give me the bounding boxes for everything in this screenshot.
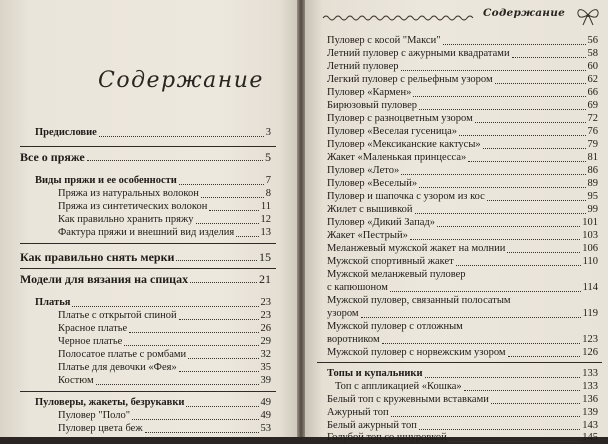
dot-leader	[491, 403, 580, 404]
toc-entry	[58, 189, 271, 200]
bow-icon	[575, 6, 601, 26]
toc-entry-text: Ажурный топ	[327, 407, 389, 418]
toc-entry-page: 39	[260, 375, 271, 386]
section-divider	[317, 362, 602, 363]
toc-section	[20, 251, 271, 263]
toc-entry-page: 12	[260, 214, 271, 225]
toc-entry	[58, 350, 271, 361]
toc-entry-text: Белый ажурный топ	[327, 420, 417, 431]
toc-entry	[58, 228, 271, 239]
toc-entry-text: Фактура пряжи и внешний вид изделия	[58, 227, 235, 238]
toc-entry	[327, 140, 598, 151]
toc-entry-page: 53	[260, 423, 271, 434]
toc-entry-text: Как правильно хранить пряжу	[58, 214, 194, 225]
dot-leader	[425, 377, 581, 378]
toc-entry	[327, 309, 598, 320]
toc-entry-text: Бирюзовый пуловер	[327, 100, 418, 111]
toc-entry-page: 126	[582, 347, 598, 358]
toc-section-text: Как правильно снять мерки	[20, 250, 175, 264]
dot-leader	[507, 252, 580, 253]
toc-entry-text: Мужской меланжевый пуловер	[327, 269, 466, 280]
toc-entry-page: 99	[587, 204, 598, 215]
page-title: Содержание	[98, 68, 264, 93]
toc-entry	[327, 101, 598, 112]
toc-subsection	[35, 298, 271, 309]
toc-entry	[327, 283, 598, 294]
toc-entry-text: Пуловер "Поло"	[58, 410, 131, 421]
toc-entry-text: Пуловер «Дикий Запад»	[327, 217, 435, 228]
toc-entry	[327, 153, 598, 164]
toc-section-page: 15	[259, 250, 271, 264]
toc-entry	[327, 114, 598, 125]
toc-entry	[58, 411, 271, 422]
dot-leader	[96, 384, 259, 385]
toc-entry-page: 35	[260, 362, 271, 373]
toc-entry	[327, 335, 598, 346]
toc-entry-page: 79	[587, 139, 598, 150]
dot-leader	[468, 161, 585, 162]
section-divider	[20, 268, 276, 269]
toc-entry	[327, 218, 598, 229]
toc-entry-page: 143	[582, 420, 598, 431]
toc-entry	[58, 202, 271, 213]
dot-leader	[419, 187, 585, 188]
toc-entry-page: 58	[587, 48, 598, 59]
toc-entry	[327, 231, 598, 242]
dot-leader	[145, 432, 259, 433]
dot-leader	[419, 109, 585, 110]
toc-entry-text: Топ с аппликацией «Кошка»	[335, 381, 462, 392]
toc-entry-page: 110	[582, 256, 598, 267]
toc-entry	[58, 363, 271, 374]
dot-leader	[413, 96, 585, 97]
toc-entry	[327, 257, 598, 268]
toc-entry-text: Платье с открытой спиной	[58, 310, 177, 321]
section-divider	[20, 243, 276, 244]
toc-entry	[327, 205, 598, 216]
toc-subsection-text: Виды пряжи и ее особенности	[35, 175, 177, 186]
toc-entry	[327, 75, 598, 86]
toc-entry	[58, 311, 271, 322]
toc-entry-text: Пуловер с косой "Макси"	[327, 35, 441, 46]
toc-entry	[35, 128, 271, 139]
dot-leader	[382, 343, 581, 344]
dot-leader	[176, 260, 257, 261]
toc-entry-page: 49	[260, 410, 271, 421]
toc-entry-text: с капюшоном	[327, 282, 388, 293]
dot-leader	[186, 406, 258, 407]
section-divider	[20, 391, 276, 392]
toc-entry-text: Пуловер «Веселая гусеница»	[327, 126, 458, 137]
toc-entry-page: 133	[582, 381, 598, 392]
toc-entry	[327, 296, 598, 307]
toc-entry-text: узором	[327, 308, 359, 319]
dot-leader	[464, 390, 581, 391]
dot-leader	[179, 371, 259, 372]
toc-entry-page: 26	[260, 323, 271, 334]
toc-entry-page: 76	[587, 126, 598, 137]
toc-section-page: 21	[259, 272, 271, 286]
dot-leader	[391, 416, 581, 417]
dot-leader	[449, 441, 580, 442]
toc-entry-text: Жакет «Маленькая принцесса»	[327, 152, 467, 163]
toc-subsection-text: Топы и купальники	[327, 368, 423, 379]
toc-entry-page: 139	[582, 407, 598, 418]
dot-leader	[361, 317, 581, 318]
toc-entry-page: 62	[587, 74, 598, 85]
dot-leader	[487, 200, 586, 201]
dot-leader	[475, 122, 586, 123]
toc-entry	[327, 348, 598, 359]
toc-entry-text: Черное платье	[58, 336, 123, 347]
toc-entry-page: 95	[587, 191, 598, 202]
toc-section-text: Все о пряже	[20, 150, 85, 164]
toc-entry-text: Мужской пуловер, связанный полосатым	[327, 295, 511, 306]
toc-entry-text: Меланжевый мужской жакет на молнии	[327, 243, 506, 254]
toc-entry-text: воротником	[327, 334, 380, 345]
toc-entry-page: 32	[260, 349, 271, 360]
dot-leader	[512, 57, 586, 58]
toc-entry	[335, 382, 598, 393]
toc-entry-text: Пуловер с разноцветным узором	[327, 113, 473, 124]
toc-entry-page: 60	[587, 61, 598, 72]
dot-leader	[209, 210, 259, 211]
toc-entry-page: 69	[587, 100, 598, 111]
section-divider	[20, 146, 276, 147]
toc-entry-page: 136	[582, 394, 598, 405]
toc-section-page: 5	[265, 150, 271, 164]
toc-entry-text: Мужской пуловер с отложным	[327, 321, 463, 332]
toc-entry-text: Пуловер «Кармен»	[327, 87, 412, 98]
toc-entry	[327, 270, 598, 281]
toc-entry-page: 114	[582, 282, 598, 293]
toc-entry-page: 145	[582, 432, 598, 443]
toc-entry-page: 13	[260, 227, 271, 238]
toc-entry	[327, 421, 598, 432]
dot-leader	[443, 44, 586, 45]
dot-leader	[401, 174, 585, 175]
dot-leader	[410, 239, 580, 240]
toc-entry	[327, 166, 598, 177]
toc-entry	[58, 376, 271, 387]
toc-entry-page: 23	[260, 310, 271, 321]
toc-entry-page: 101	[582, 217, 598, 228]
toc-entry	[327, 322, 598, 333]
toc-entry-text: Пуловер «Веселый»	[327, 178, 418, 189]
dot-leader	[437, 226, 580, 227]
toc-entry-text: Пуловер цвета беж	[58, 423, 143, 434]
toc-section-text: Модели для вязания на спицах	[20, 272, 189, 286]
dot-leader	[129, 332, 258, 333]
toc-entry	[58, 215, 271, 226]
book-gutter	[297, 0, 305, 437]
dot-leader	[196, 223, 259, 224]
toc-entry-text: Платье для девочки «Фея»	[58, 362, 177, 373]
left-page	[0, 0, 297, 437]
dot-leader	[87, 160, 263, 161]
toc-section	[20, 273, 271, 285]
dot-leader	[179, 319, 259, 320]
toc-entry-text: Красное платье	[58, 323, 128, 334]
toc-entry	[327, 179, 598, 190]
toc-entry	[327, 49, 598, 60]
dot-leader	[419, 429, 580, 430]
toc-entry-page: 3	[265, 127, 271, 138]
dot-leader	[188, 358, 258, 359]
toc-entry-text: Костюм	[58, 375, 94, 386]
running-header-title: Содержание	[483, 7, 566, 19]
dot-leader	[190, 282, 257, 283]
toc-entry-text: Жакет «Пестрый»	[327, 230, 408, 241]
toc-entry-text: Пуловер и шапочка с узором из кос	[327, 191, 485, 202]
toc-entry-text: Пряжа из натуральных волокон	[58, 188, 199, 199]
toc-entry-text: Летний пуловер с ажурными квадратами	[327, 48, 510, 59]
toc-entry	[327, 433, 598, 444]
toc-entry	[327, 395, 598, 406]
toc-entry	[327, 408, 598, 419]
toc-subsection-page: 7	[265, 175, 271, 186]
dot-leader	[483, 148, 586, 149]
dot-leader	[508, 356, 581, 357]
toc-entry-page: 123	[582, 334, 598, 345]
toc-entry-page: 72	[587, 113, 598, 124]
toc-subsection	[35, 176, 271, 187]
toc-subsection-text: Пуловеры, жакеты, безрукавки	[35, 397, 185, 408]
toc-entry	[327, 62, 598, 73]
dot-leader	[201, 197, 264, 198]
toc-entry-text: Пуловер «Лето»	[327, 165, 400, 176]
running-header	[323, 4, 605, 26]
toc-entry	[58, 424, 271, 435]
toc-entry-text: Голубой топ со шнуровкой	[327, 432, 447, 443]
dot-leader	[99, 136, 264, 137]
toc-entry-page: 103	[582, 230, 598, 241]
toc-entry-page: 119	[582, 308, 598, 319]
toc-section	[20, 151, 271, 163]
dot-leader	[401, 70, 586, 71]
toc-entry-page: 29	[260, 336, 271, 347]
wave-ornament-icon	[323, 14, 473, 22]
dot-leader	[72, 306, 258, 307]
toc-subsection-page: 133	[582, 368, 598, 379]
toc-entry	[327, 244, 598, 255]
toc-entry-page: 66	[587, 87, 598, 98]
toc-entry-page: 81	[587, 152, 598, 163]
dot-leader	[179, 184, 264, 185]
toc-entry	[327, 36, 598, 47]
toc-entry-page: 86	[587, 165, 598, 176]
toc-entry-page: 56	[587, 35, 598, 46]
toc-entry	[58, 337, 271, 348]
toc-entry-text: Мужской пуловер с норвежским узором	[327, 347, 506, 358]
dot-leader	[390, 291, 581, 292]
dot-leader	[236, 236, 258, 237]
toc-entry	[327, 192, 598, 203]
toc-subsection-page: 23	[260, 297, 271, 308]
right-page	[305, 0, 608, 443]
toc-entry-text: Легкий пуловер с рельефным узором	[327, 74, 493, 85]
toc-entry-text: Пуловер «Мексиканские кактусы»	[327, 139, 481, 150]
toc-subsection-text: Платья	[35, 297, 71, 308]
dot-leader	[459, 135, 585, 136]
toc-entry	[327, 127, 598, 138]
toc-entry-text: Летний пуловер	[327, 61, 399, 72]
toc-entry-page: 106	[582, 243, 598, 254]
toc-subsection	[327, 369, 598, 380]
dot-leader	[495, 83, 586, 84]
toc-subsection	[35, 398, 271, 409]
toc-entry-text: Белый топ с кружевными вставками	[327, 394, 489, 405]
dot-leader	[124, 345, 258, 346]
dot-leader	[456, 265, 581, 266]
toc-entry	[327, 88, 598, 99]
toc-entry-page: 8	[265, 188, 271, 199]
toc-entry-page: 11	[260, 201, 271, 212]
dot-leader	[132, 419, 258, 420]
toc-entry-text: Предисловие	[35, 127, 97, 138]
toc-entry	[58, 324, 271, 335]
toc-entry-text: Мужской спортивный жакет	[327, 256, 454, 267]
toc-entry-page: 89	[587, 178, 598, 189]
toc-entry-text: Пряжа из синтетических волокон	[58, 201, 208, 212]
toc-entry-text: Полосатое платье с ромбами	[58, 349, 187, 360]
dot-leader	[415, 213, 586, 214]
toc-subsection-page: 49	[260, 397, 271, 408]
toc-entry-text: Жилет с вышивкой	[327, 204, 413, 215]
